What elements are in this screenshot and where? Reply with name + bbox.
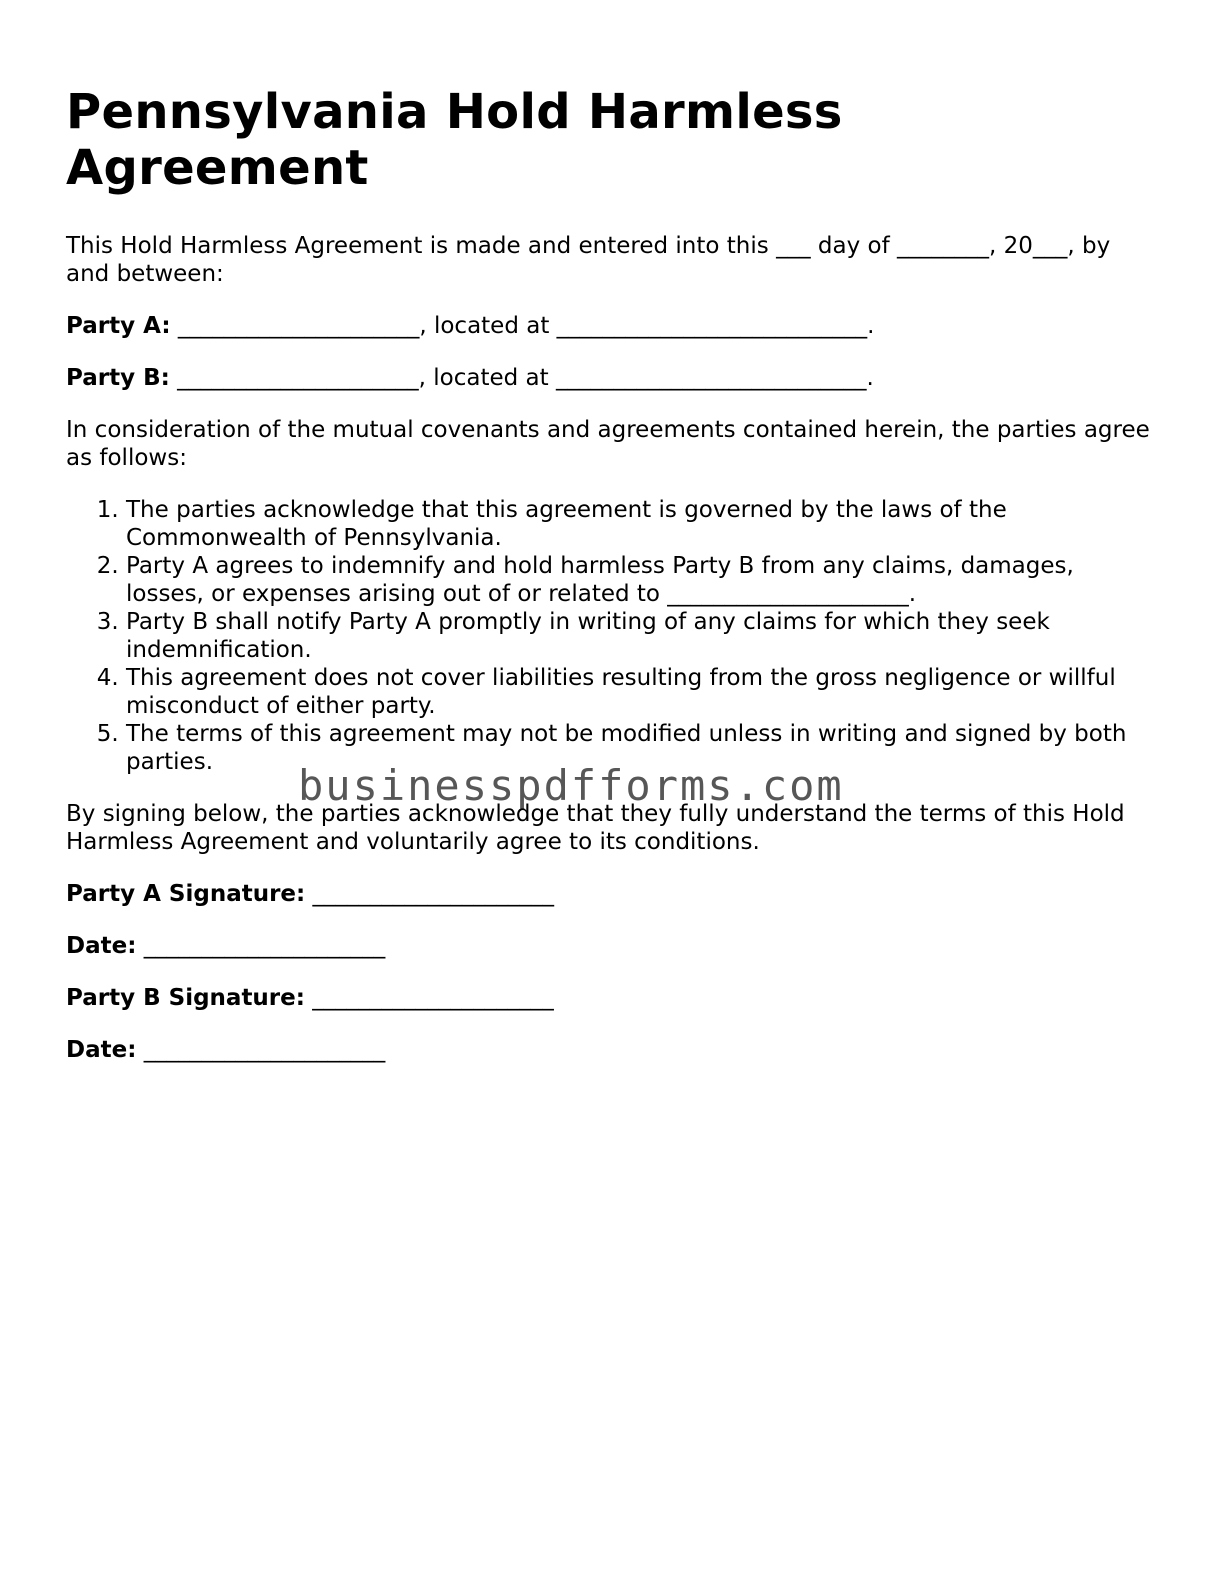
- party-a-signature-label: Party A Signature:: [66, 881, 306, 907]
- party-b-label: Party B:: [66, 365, 170, 391]
- party-b-date-blank: _____________________: [136, 1037, 386, 1063]
- party-b-signature-line: [66, 984, 1156, 1012]
- term-item: 4. This agreement does not cover liabilities resulting from the gross negligence or willful misconduct of either party.: [126, 664, 1156, 720]
- term-item: 2. Party A agrees to indemnify and hold harmless Party B from any claims, damages, losses, or expenses arising out of or related to _____________________.: [126, 552, 1156, 608]
- party-a-label: Party A:: [66, 313, 171, 339]
- party-a-signature-blank: _____________________: [305, 881, 555, 907]
- term-item: 5. The terms of this agreement may not be modified unless in writing and signed by both parties.: [126, 720, 1156, 776]
- party-a-date-line: [66, 932, 1156, 960]
- party-b-date-line: [66, 1036, 1156, 1064]
- party-a-line: [66, 312, 1156, 340]
- watermark: businesspdfforms.com: [298, 761, 844, 810]
- party-a-date-blank: _____________________: [136, 933, 386, 959]
- party-b-signature-blank: _____________________: [304, 985, 554, 1011]
- term-item: 3. Party B shall notify Party A promptly in writing of any claims for which they seek indemnification.: [126, 608, 1156, 664]
- intro-paragraph: This Hold Harmless Agreement is made and entered into this ___ day of ________, 20___, by and between:: [66, 233, 1111, 287]
- party-b-fill: _____________________, located at ___________________________.: [169, 365, 874, 391]
- document-title: Pennsylvania Hold Harmless Agreement: [66, 84, 843, 196]
- document-page: [66, 84, 1156, 1088]
- party-b-signature-label: Party B Signature:: [66, 985, 305, 1011]
- term-item: 1. The parties acknowledge that this agreement is governed by the laws of the Commonwealth of Pennsylvania.: [126, 496, 1156, 552]
- terms-list: [66, 496, 1156, 776]
- party-a-fill: _____________________, located at ___________________________.: [170, 313, 875, 339]
- acknowledgment-paragraph: By signing below, the parties acknowledge that they fully understand the terms of this Hold Harmless Agreement and voluntarily agree to its conditions.: [66, 801, 1125, 855]
- party-b-line: [66, 364, 1156, 392]
- consideration-paragraph: In consideration of the mutual covenants and agreements contained herein, the parties agree as follows:: [66, 417, 1150, 471]
- party-a-date-label: Date:: [66, 933, 137, 959]
- party-a-signature-line: [66, 880, 1156, 908]
- party-b-date-label: Date:: [66, 1037, 137, 1063]
